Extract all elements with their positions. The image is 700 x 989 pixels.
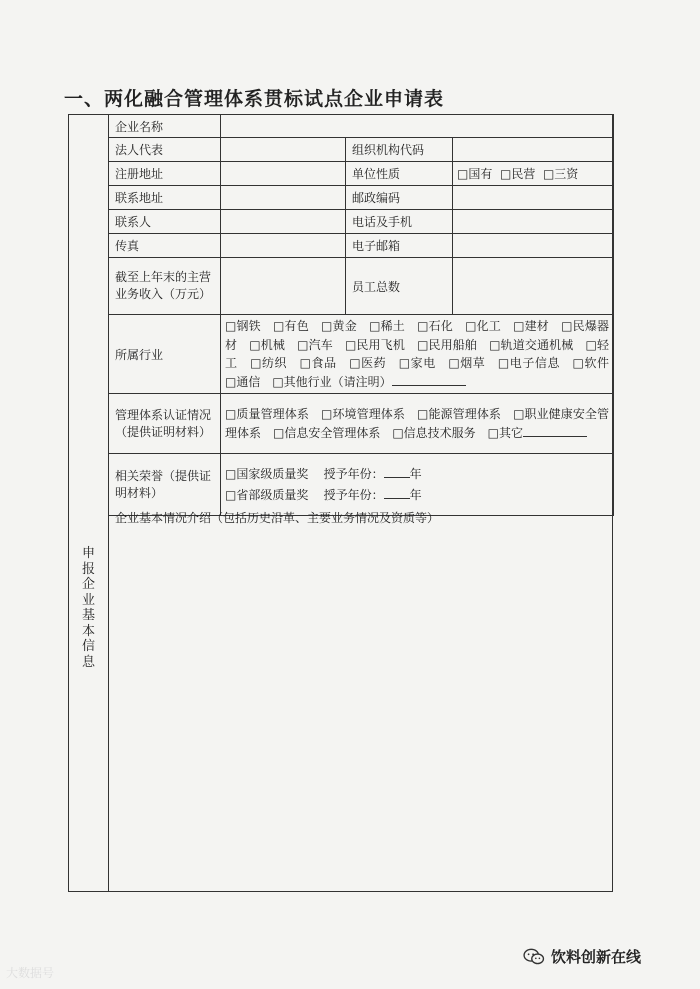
contact-address-field[interactable] bbox=[221, 186, 346, 210]
unit-nature-options bbox=[453, 162, 614, 186]
employees-field[interactable] bbox=[453, 258, 614, 315]
honor-provincial-option[interactable]: □省部级质量奖 bbox=[225, 487, 309, 502]
application-form-table bbox=[108, 114, 622, 516]
employees-label: 员工总数 bbox=[346, 258, 453, 315]
watermark-right bbox=[523, 946, 641, 967]
other-industry-blank[interactable] bbox=[392, 375, 466, 386]
legal-rep-field[interactable] bbox=[221, 138, 346, 162]
wechat-icon bbox=[523, 948, 545, 966]
year-unit: 年 bbox=[409, 466, 422, 481]
honor-national-option[interactable]: □国家级质量奖 bbox=[225, 466, 309, 481]
honor-options[interactable] bbox=[221, 454, 614, 516]
award-year-blank[interactable] bbox=[384, 488, 410, 499]
contact-person-label: 联系人 bbox=[109, 210, 221, 234]
table-row bbox=[109, 115, 614, 138]
nature-option-state[interactable]: □国有 bbox=[457, 167, 493, 181]
org-code-field[interactable] bbox=[453, 138, 614, 162]
honor-label: 相关荣誉（提供证明材料） bbox=[109, 454, 221, 516]
watermark-right-text: 饮料创新在线 bbox=[551, 948, 642, 966]
watermark-left: 大数据号 bbox=[6, 966, 55, 980]
mgmt-options-text[interactable]: □质量管理体系 □环境管理体系 □能源管理体系 □职业健康安全管理体系 □信息安全管理体系 □信息技术服务 □其它 bbox=[225, 407, 610, 440]
other-cert-blank[interactable] bbox=[523, 426, 587, 437]
mgmt-cert-label: 管理体系认证情况（提供证明材料） bbox=[109, 394, 221, 454]
company-name-field[interactable] bbox=[221, 115, 614, 138]
email-label: 电子邮箱 bbox=[346, 234, 453, 258]
side-label: 申 报 企 业 基 本 信 息 bbox=[81, 546, 95, 670]
page-title: 一、两化融合管理体系贯标试点企业申请表 bbox=[64, 88, 445, 110]
industry-options-text[interactable]: □钢铁 □有色 □黄金 □稀土 □石化 □化工 □建材 □民爆器材 □机械 □汽车 □民用飞机 □民用船舶 □轨道交通机械 □轻工 □纺织 □食品 □医药 □家电 □烟草 □电子信息 □软件 □通信 □其他行业（请注明） bbox=[225, 319, 622, 389]
nature-option-private[interactable]: □民营 bbox=[499, 167, 536, 181]
award-year-label: 授予年份： bbox=[323, 466, 384, 481]
award-year-blank[interactable] bbox=[384, 467, 410, 478]
unit-nature-label: 单位性质 bbox=[346, 162, 453, 186]
table-row bbox=[109, 186, 614, 210]
postcode-label: 邮政编码 bbox=[346, 186, 453, 210]
contact-person-field[interactable] bbox=[221, 210, 346, 234]
postcode-field[interactable] bbox=[453, 186, 614, 210]
company-name-label: 企业名称 bbox=[109, 115, 221, 138]
reg-address-label: 注册地址 bbox=[109, 162, 221, 186]
revenue-label: 截至上年末的主营业务收入（万元） bbox=[109, 258, 221, 315]
industry-options[interactable] bbox=[221, 315, 622, 394]
table-row bbox=[109, 210, 614, 234]
side-label-column bbox=[68, 114, 109, 892]
fax-label: 传真 bbox=[109, 234, 221, 258]
table-row bbox=[109, 394, 614, 454]
award-year-label: 授予年份： bbox=[323, 487, 384, 502]
nature-option-foreign[interactable]: □三资 bbox=[542, 167, 579, 181]
reg-address-field[interactable] bbox=[221, 162, 346, 186]
table-row bbox=[109, 315, 614, 394]
table-row bbox=[109, 454, 614, 516]
fax-field[interactable] bbox=[221, 234, 346, 258]
industry-label: 所属行业 bbox=[109, 315, 221, 394]
table-row bbox=[109, 138, 614, 162]
year-unit: 年 bbox=[409, 487, 422, 502]
revenue-field[interactable] bbox=[221, 258, 346, 315]
email-field[interactable] bbox=[453, 234, 614, 258]
table-row bbox=[109, 258, 614, 315]
table-row bbox=[109, 162, 614, 186]
company-intro-label: 企业基本情况介绍（包括历史沿革、主要业务情况及资质等） bbox=[115, 511, 440, 525]
phone-field[interactable] bbox=[453, 210, 614, 234]
table-row bbox=[109, 234, 614, 258]
phone-label: 电话及手机 bbox=[346, 210, 453, 234]
contact-address-label: 联系地址 bbox=[109, 186, 221, 210]
legal-rep-label: 法人代表 bbox=[109, 138, 221, 162]
org-code-label: 组织机构代码 bbox=[346, 138, 453, 162]
mgmt-cert-options[interactable] bbox=[221, 394, 614, 454]
